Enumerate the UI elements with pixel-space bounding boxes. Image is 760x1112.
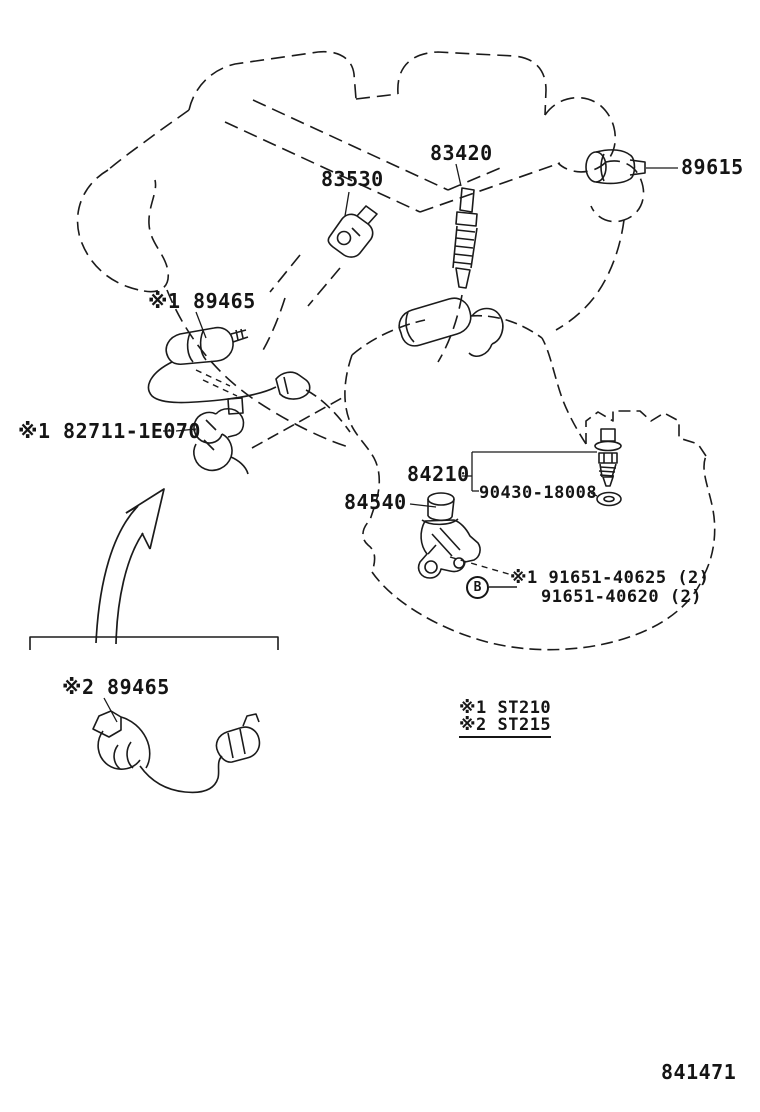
note-st210: ※1 ST210 (459, 698, 552, 718)
oxygen-sensor-2-drawing (93, 711, 259, 792)
label-89465-1: ※1 89465 (148, 289, 256, 313)
label-89465-2: ※2 89465 (62, 675, 170, 699)
label-83530: 83530 (321, 167, 384, 191)
label-89615: 89615 (681, 155, 744, 179)
label-84210: 84210 (407, 462, 470, 486)
note-st215: ※2 ST215 (459, 717, 551, 738)
sensor-89615-drawing (586, 150, 645, 184)
sensor-83530-drawing (328, 206, 377, 257)
leader-89465-1 (196, 312, 206, 338)
starter-cylinder-drawing (399, 298, 503, 356)
leader-b-dashed (450, 557, 512, 575)
leader-83530 (345, 192, 349, 216)
label-84540: 84540 (344, 490, 407, 514)
bracket-line (30, 637, 278, 650)
leader-83420 (456, 164, 461, 186)
clamp-82711-drawing (194, 409, 248, 474)
label-82711-1e070: ※1 82711-1E070 (18, 419, 201, 443)
pointer-dashes-oxygen-1 (196, 370, 237, 396)
pointer-arrow (96, 489, 164, 644)
sensor-84210-drawing (595, 429, 621, 486)
label-83420: 83420 (430, 141, 493, 165)
label-90430-18008: 90430-18008 (479, 483, 598, 503)
label-91651-40625: ※1 91651-40625 (2) (510, 568, 710, 588)
gasket-90430-drawing (597, 493, 621, 506)
leader-84540 (410, 504, 436, 507)
callout-b-letter: B (473, 580, 482, 595)
callout-b-badge (466, 576, 489, 599)
oxygen-sensor-1-drawing (149, 328, 310, 414)
label-91651-40620: 91651-40620 (2) (541, 587, 703, 607)
leader-89465-2 (104, 698, 117, 722)
page-code: 841471 (661, 1060, 737, 1084)
sensor-83420-drawing (453, 188, 477, 288)
